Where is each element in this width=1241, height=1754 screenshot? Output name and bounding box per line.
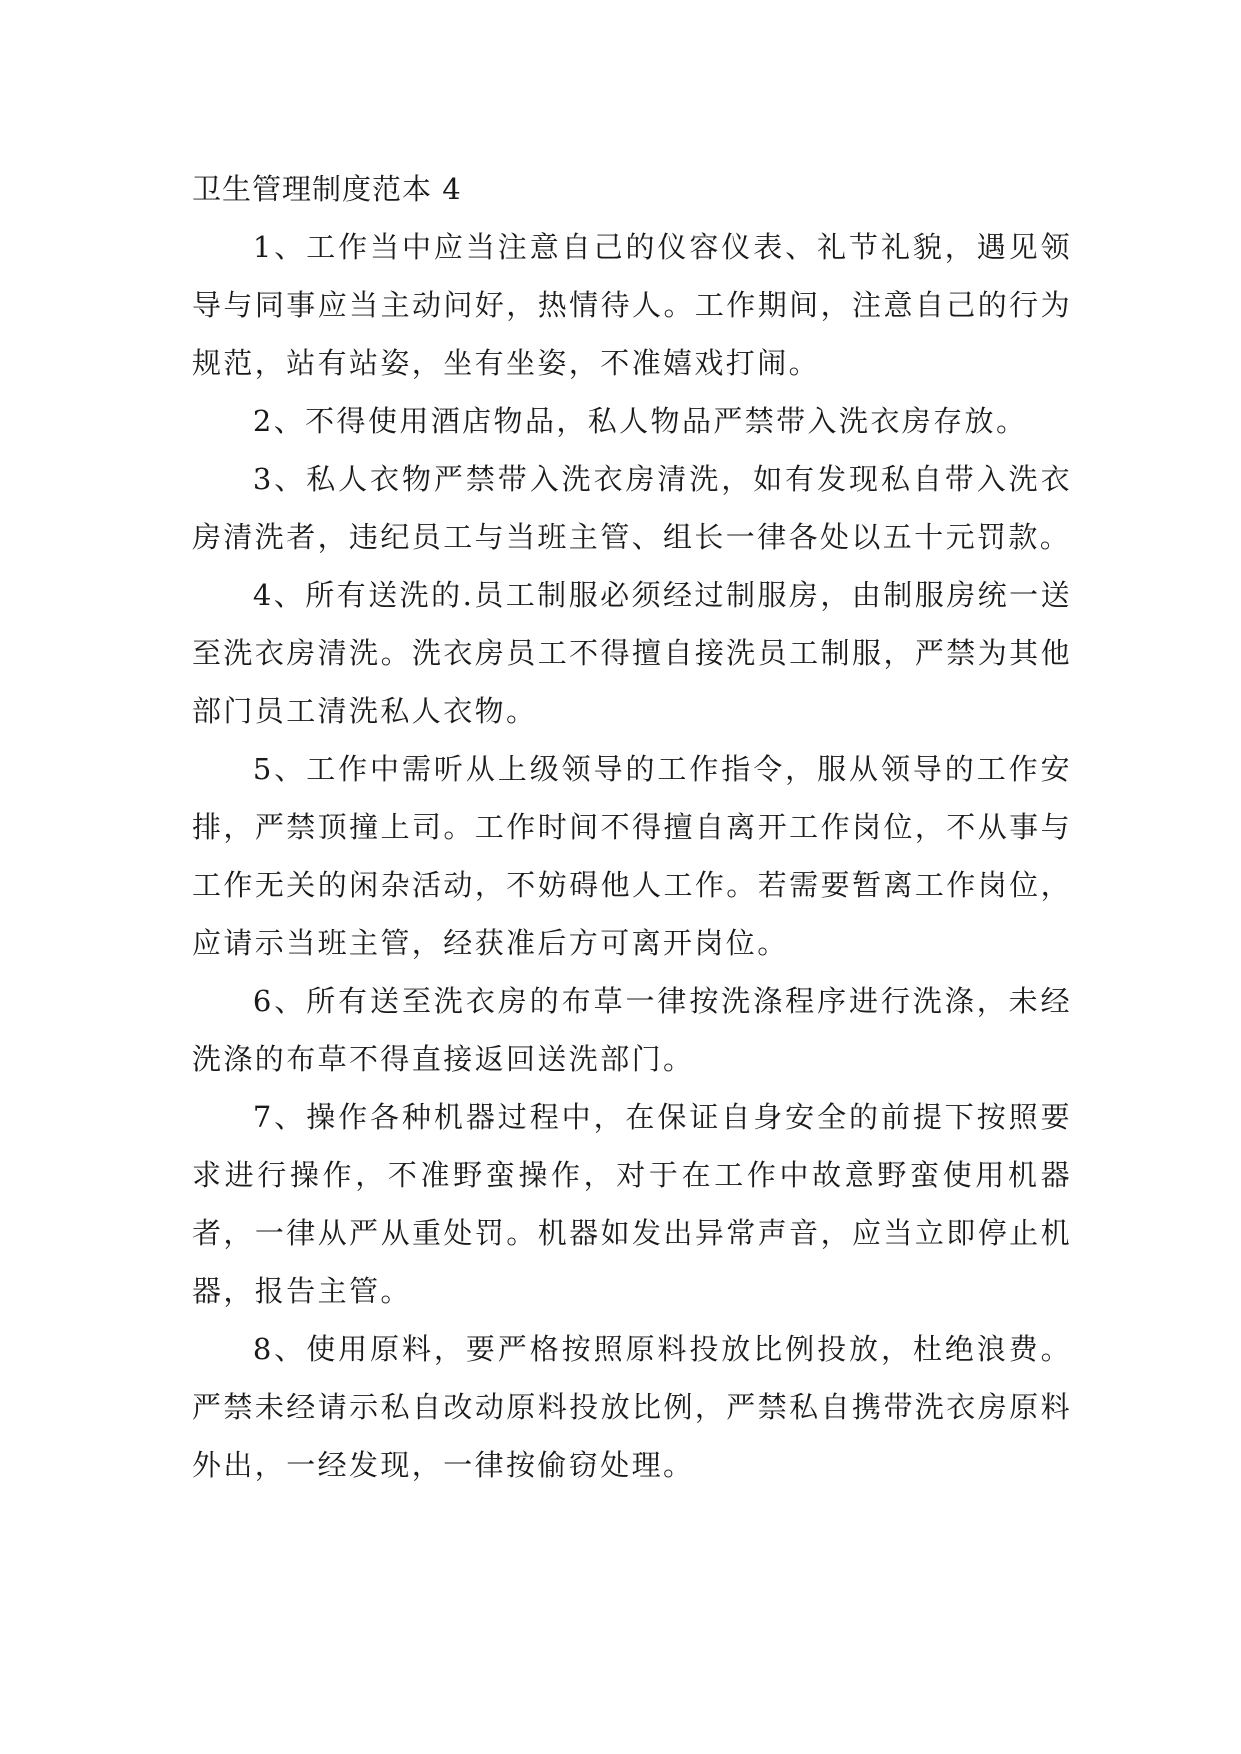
paragraph-8: 8、使用原料，要严格按照原料投放比例投放，杜绝浪费。严禁未经请示私自改动原料投放比例，严禁私自携带洗衣房原料外出，一经发现，一律按偷窃处理。: [192, 1332, 1072, 1482]
paragraph-7: 7、操作各种机器过程中，在保证自身安全的前提下按照要求进行操作，不准野蛮操作，对于在工作中故意野蛮使用机器者，一律从严从重处罚。机器如发出异常声音，应当立即停止机器，报告主管。: [192, 1100, 1072, 1308]
paragraph-2: 2、不得使用酒店物品，私人物品严禁带入洗衣房存放。: [252, 404, 1028, 438]
document-title: 卫生管理制度范本 4: [192, 172, 462, 206]
document-body: [192, 160, 1072, 1494]
paragraph-6: 6、所有送至洗衣房的布草一律按洗涤程序进行洗涤，未经洗涤的布草不得直接返回送洗部门。: [192, 984, 1072, 1076]
paragraph-4: 4、所有送洗的.员工制服必须经过制服房，由制服房统一送至洗衣房清洗。洗衣房员工不得擅自接洗员工制服，严禁为其他部门员工清洗私人衣物。: [192, 578, 1072, 728]
paragraph-3: 3、私人衣物严禁带入洗衣房清洗，如有发现私自带入洗衣房清洗者，违纪员工与当班主管、组长一律各处以五十元罚款。: [192, 462, 1072, 554]
paragraph-5: 5、工作中需听从上级领导的工作指令，服从领导的工作安排，严禁顶撞上司。工作时间不得擅自离开工作岗位，不从事与工作无关的闲杂活动，不妨碍他人工作。若需要暂离工作岗位，应请示当班主管，经获准后方可离开岗位。: [192, 752, 1072, 960]
paragraph-1: 1、工作当中应当注意自己的仪容仪表、礼节礼貌，遇见领导与同事应当主动问好，热情待人。工作期间，注意自己的行为规范，站有站姿，坐有坐姿，不准嬉戏打闹。: [192, 230, 1072, 380]
